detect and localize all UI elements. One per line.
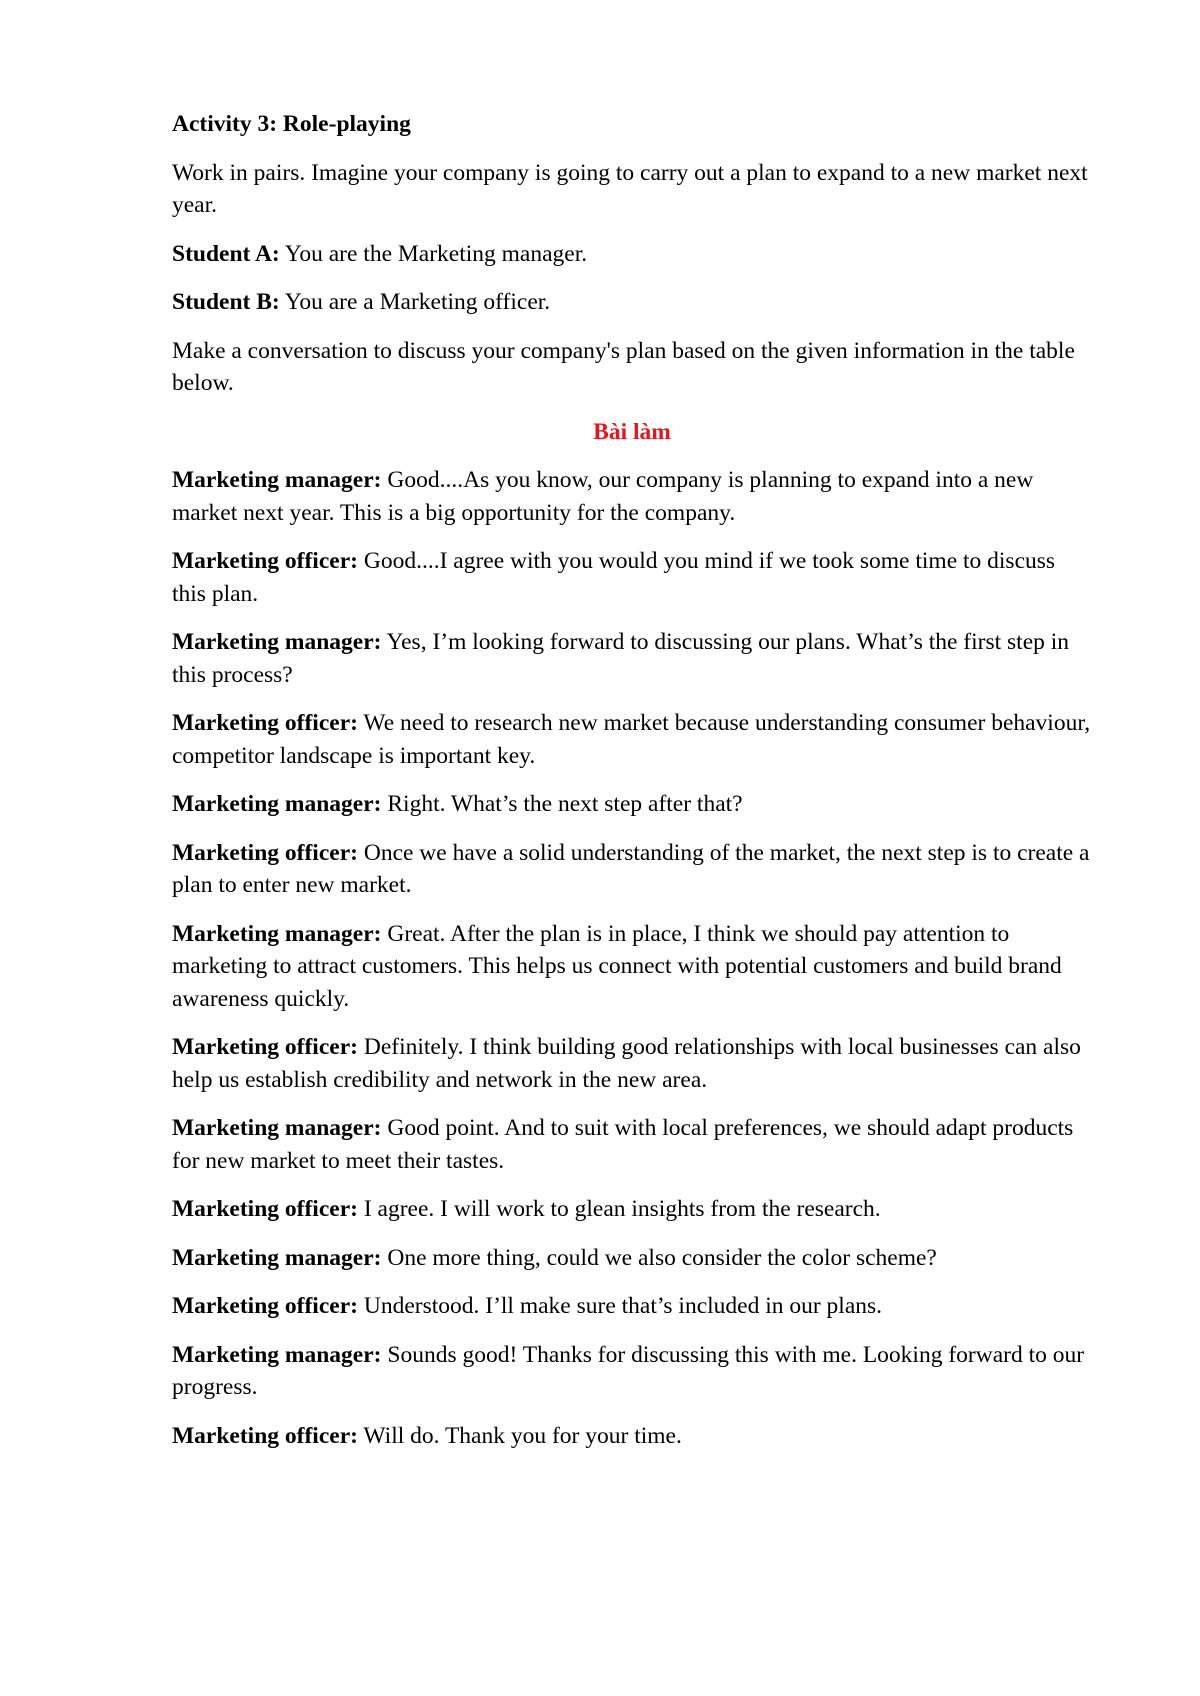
speaker-label: Marketing officer: <box>172 548 358 574</box>
dialogue-line <box>172 1290 1092 1323</box>
speaker-label: Marketing officer: <box>172 1422 358 1449</box>
speaker-label: Marketing manager: <box>172 791 382 817</box>
speaker-label: Marketing manager: <box>172 920 382 947</box>
dialogue-line <box>172 788 1092 821</box>
dialogue-text: We need to research new market because understanding consumer behaviour, competitor landscape is important key. <box>172 710 1091 769</box>
dialogue-text: Right. What’s the next step after that? <box>381 791 743 817</box>
role-student-b <box>172 286 1092 319</box>
dialogue-text: Good....I agree with you would you mind if we took some time to discuss this plan. <box>172 548 1056 607</box>
section-title: Bài làm <box>593 418 671 445</box>
dialogue-line <box>172 626 1092 691</box>
dialogue-line <box>172 545 1092 610</box>
dialogue-line <box>172 1193 1092 1226</box>
dialogue-line <box>172 1339 1092 1404</box>
speaker-label: Marketing officer: <box>172 1196 358 1222</box>
role-text: You are the Marketing manager. <box>279 240 588 267</box>
role-student-a <box>172 238 1092 271</box>
speaker-label: Marketing manager: <box>172 1115 382 1141</box>
dialogue-line <box>172 464 1092 529</box>
dialogue-text: Good....As you know, our company is planning to expand into a new market next year. This is a big opportunity for the company. <box>172 467 1034 526</box>
dialogue-text: Sounds good! Thanks for discussing this with me. Looking forward to our progress. <box>172 1341 1085 1400</box>
dialogue-line <box>172 707 1092 772</box>
dialogue-text: Will do. Thank you for your time. <box>357 1422 682 1449</box>
role-label: Student A: <box>172 240 280 267</box>
speaker-label: Marketing manager: <box>172 467 382 493</box>
speaker-label: Marketing manager: <box>172 1244 382 1271</box>
task-description: Make a conversation to discuss your company's plan based on the given information in the table below. <box>172 337 1075 396</box>
speaker-label: Marketing manager: <box>172 629 382 655</box>
dialogue-text: Good point. And to suit with local preferences, we should adapt products for new market to meet their tastes. <box>172 1115 1074 1174</box>
speaker-label: Marketing officer: <box>172 839 358 866</box>
speaker-label: Marketing officer: <box>172 1034 358 1060</box>
dialogue-line <box>172 1242 1092 1275</box>
speaker-label: Marketing officer: <box>172 710 358 736</box>
document-page <box>172 108 1092 1468</box>
dialogue-line <box>172 918 1092 1016</box>
dialogue-text: Once we have a solid understanding of the market, the next step is to create a plan to enter new market. <box>172 839 1090 898</box>
dialogue-line <box>172 1031 1092 1096</box>
instructions: Work in pairs. Imagine your company is going to carry out a plan to expand to a new market next year. <box>172 159 1088 218</box>
role-text: You are a Marketing officer. <box>279 289 551 315</box>
dialogue-text: Definitely. I think building good relationships with local businesses can also help us establish credibility and network in the new area. <box>172 1034 1081 1093</box>
dialogue-text: Understood. I’ll make sure that’s included in our plans. <box>357 1293 883 1319</box>
dialogue-line <box>172 1420 1092 1453</box>
dialogue-text: Great. After the plan is in place, I think we should pay attention to marketing to attract customers. This helps us connect with potential customers and build brand awareness quickly. <box>172 920 1062 1012</box>
activity-title: Activity 3: Role-playing <box>172 111 411 137</box>
dialogue-line <box>172 837 1092 902</box>
speaker-label: Marketing manager: <box>172 1341 382 1368</box>
role-label: Student B: <box>172 289 280 315</box>
dialogue-text: One more thing, could we also consider the color scheme? <box>381 1244 937 1271</box>
dialogue-line <box>172 1112 1092 1177</box>
dialogue-text: I agree. I will work to glean insights from the research. <box>357 1196 881 1222</box>
speaker-label: Marketing officer: <box>172 1293 358 1319</box>
dialogue-text: Yes, I’m looking forward to discussing our plans. What’s the first step in this process? <box>172 629 1070 688</box>
